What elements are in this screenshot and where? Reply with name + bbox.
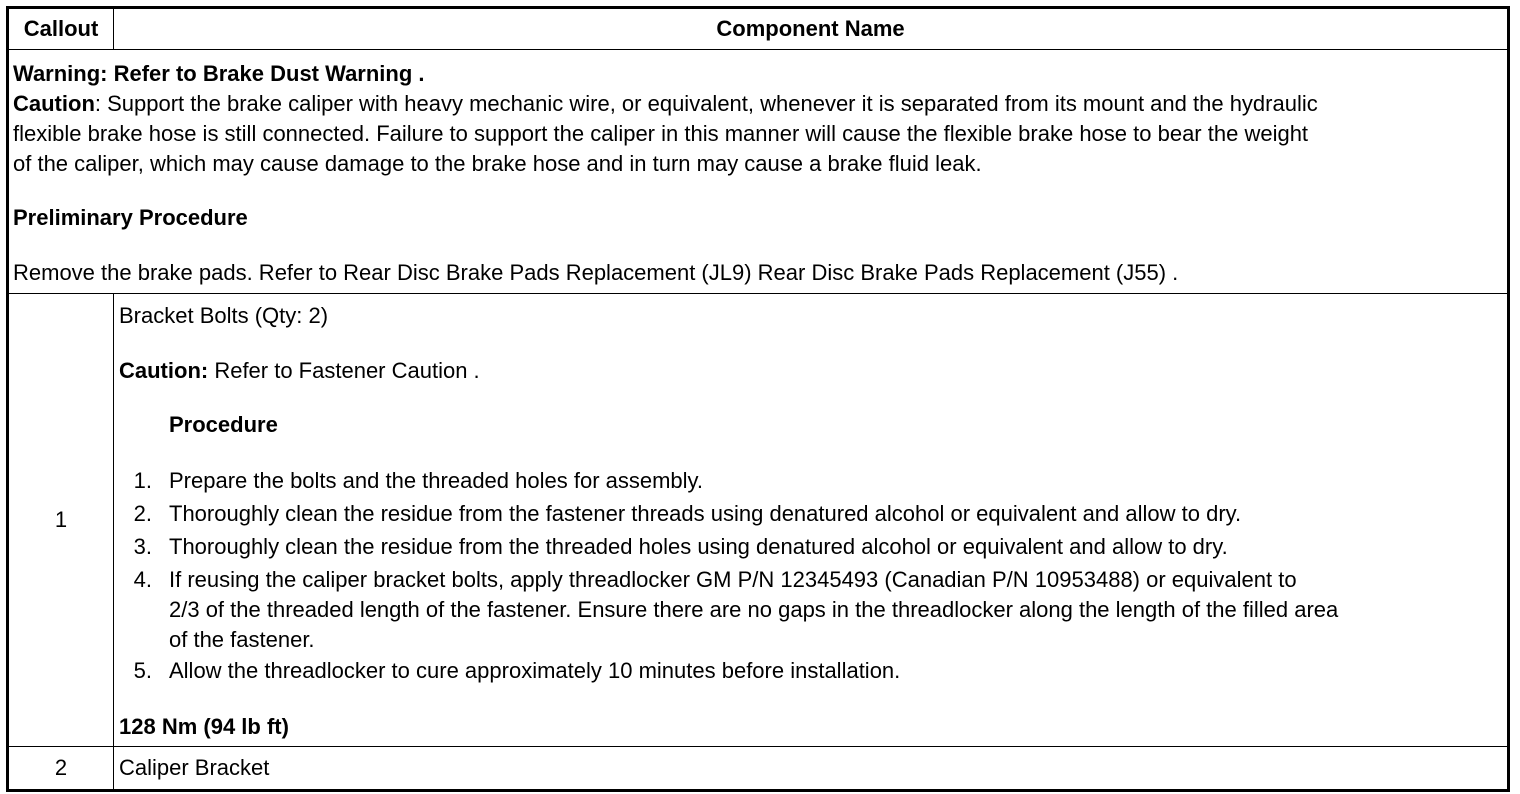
- preliminary-heading: Preliminary Procedure: [13, 205, 248, 230]
- column-divider-row1: [113, 293, 114, 746]
- callout-number: 2: [54, 755, 68, 780]
- row-divider: [9, 746, 1507, 747]
- procedure-step-number: 2.: [133, 501, 152, 526]
- procedure-step-number: 5.: [133, 658, 152, 683]
- procedure-step-number: 4.: [133, 567, 152, 592]
- procedure-step-text: of the fastener.: [169, 627, 315, 652]
- caution-label: Caution: [13, 91, 95, 116]
- caution-label: Caution:: [119, 358, 209, 383]
- fastener-caution: [119, 356, 480, 386]
- row-divider: [9, 293, 1507, 294]
- caution-text-line: flexible brake hose is still connected. Failure to support the caliper in this manner will cause the flexible brake hose to bear the weight: [13, 121, 1309, 146]
- component-name: Caliper Bracket: [119, 755, 270, 780]
- header-divider: [9, 49, 1507, 50]
- caution-text-line: of the caliper, which may cause damage to the brake hose and in turn may cause a brake fluid leak.: [13, 151, 982, 176]
- procedure-step-text: Prepare the bolts and the threaded holes for assembly.: [169, 468, 704, 493]
- component-name: Bracket Bolts (Qty: 2): [119, 303, 329, 328]
- warning-label: Warning:: [13, 61, 108, 86]
- procedure-step-number: 1.: [133, 468, 152, 493]
- procedure-table: [6, 6, 1510, 792]
- warning-text: Refer to Brake Dust Warning .: [107, 61, 425, 86]
- procedure-step-text: Allow the threadlocker to cure approximately 10 minutes before installation.: [169, 658, 901, 683]
- column-divider-row2: [113, 746, 114, 789]
- warning-line: [13, 59, 425, 89]
- header-callout: Callout: [23, 16, 99, 41]
- caution-text: Refer to Fastener Caution .: [208, 358, 480, 383]
- procedure-step-text: Thoroughly clean the residue from the fastener threads using denatured alcohol or equivalent and allow to dry.: [169, 501, 1242, 526]
- torque-spec: 128 Nm (94 lb ft): [119, 714, 289, 739]
- callout-number: 1: [54, 507, 68, 532]
- procedure-step-text: If reusing the caliper bracket bolts, apply threadlocker GM P/N 12345493 (Canadian P/N 10953488) or equivalent to: [169, 567, 1297, 592]
- procedure-heading: Procedure: [169, 412, 278, 437]
- caution-text-line: : Support the brake caliper with heavy mechanic wire, or equivalent, whenever it is separated from its mount and the hydraulic: [94, 91, 1318, 116]
- header-component-name: Component Name: [716, 16, 905, 41]
- procedure-step-text: Thoroughly clean the residue from the threaded holes using denatured alcohol or equivalent and allow to dry.: [169, 534, 1228, 559]
- caution-line: [13, 89, 1318, 119]
- procedure-step-number: 3.: [133, 534, 152, 559]
- preliminary-text: Remove the brake pads. Refer to Rear Disc Brake Pads Replacement (JL9) Rear Disc Brake Pads Replacement (J55) .: [13, 260, 1179, 285]
- procedure-step-text: 2/3 of the threaded length of the fastener. Ensure there are no gaps in the threadlocker along the length of the filled area: [169, 597, 1339, 622]
- column-divider-header: [113, 9, 114, 49]
